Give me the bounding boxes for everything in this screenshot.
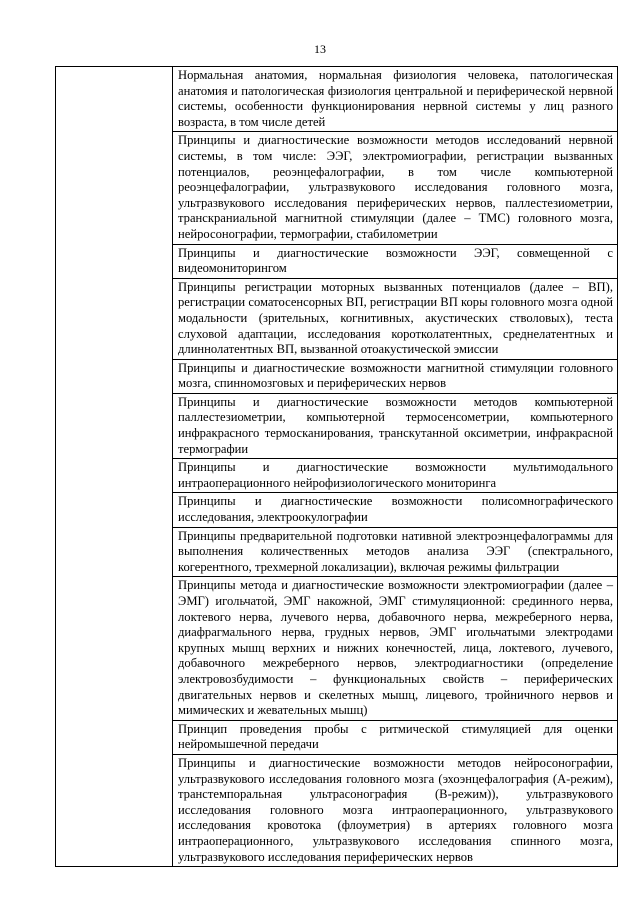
list-item: Принципы метода и диагностические возможности электромиографии (далее – ЭМГ) игольчатой, ЭМГ накожной, ЭМГ стимуляционной: срединного нерва, локтевого нерва, лучевого нерва, добавочного нерва, межреберного нерва, диафрагмального нерва, грудных нервов, ЭМГ игольчатыми электродами крупных мышц верхних и нижних конечностей, лица, локтевого, лучевого, добавочного межреберного нервов, электродиагностики (определение электровозбудимости – функциональных свойств – периферических двигательных нервов и скелетных мышц, лицевого, тройничного нервов и мимических и жевательных мышц) xyxy=(173,577,617,720)
list-item: Принципы и диагностические возможности методов компьютерной паллестезиометрии, компьютерной термосенсометрии, компьютерного инфракрасного термосканирования, транскутанной оксиметрии, инфракрасной термографии xyxy=(173,394,617,459)
page-number: 13 xyxy=(314,42,326,56)
list-item: Принципы и диагностические возможности магнитной стимуляции головного мозга, спинномозговых и периферических нервов xyxy=(173,360,617,394)
list-item: Принципы и диагностические возможности мультимодального интраоперационного нейрофизиологического мониторинга xyxy=(173,459,617,493)
right-column-cell xyxy=(173,67,618,867)
list-item: Принципы и диагностические возможности ЭЭГ, совмещенной с видеомониторингом xyxy=(173,245,617,279)
left-column-cell xyxy=(56,67,173,867)
list-item: Принципы и диагностические возможности полисомнографического исследования, электроокулографии xyxy=(173,493,617,527)
list-item: Принципы и диагностические возможности методов нейросонографии, ультразвукового исследования головного мозга (эхоэнцефалография (А-режим), транстемпоральная ультрасонография (В-режим)), ультразвукового исследования головного мозга интраоперационного, ультразвукового исследования кровотока (флоуметрия) в артериях головного мозга интраоперационного, ультразвукового исследования спинного мозга, ультразвукового исследования периферических нервов xyxy=(178,755,613,864)
table-row xyxy=(56,67,618,867)
list-item: Принцип проведения пробы с ритмической стимуляцией для оценки нейромышечной передачи xyxy=(173,721,617,755)
list-item: Принципы предварительной подготовки нативной электроэнцефалограммы для выполнения количественных методов анализа ЭЭГ (спектрального, когерентного, трехмерной локализации), включая режимы фильтрации xyxy=(173,528,617,578)
list-item: Принципы регистрации моторных вызванных потенциалов (далее – ВП), регистрации соматосенсорных ВП, регистрации ВП коры головного мозга одной модальности (зрительных, когнитивных, акустических стволовых), теста слуховой адаптации, исследования коротколатентных, среднелатентных и длиннолатентных ВП, вызванной отоакустической эмиссии xyxy=(173,279,617,360)
list-item: Принципы и диагностические возможности методов исследований нервной системы, в том числе: ЭЭГ, электромиографии, регистрации вызванных потенциалов, реоэнцефалографии, в том числе компьютерной реоэнцефалографии, ультразвукового исследования головного мозга, ультразвукового исследования периферических нервов, паллестезиометрии, транскраниальной магнитной стимуляции (далее – ТМС) головного мозга, нейросонографии, термографии, стабилометрии xyxy=(173,132,617,244)
requirements-table xyxy=(55,66,618,867)
list-item: Нормальная анатомия, нормальная физиология человека, патологическая анатомия и патологическая физиология центральной и периферической нервной системы, особенности функционирования нервной системы у лиц разного возраста, в том числе детей xyxy=(173,67,617,132)
